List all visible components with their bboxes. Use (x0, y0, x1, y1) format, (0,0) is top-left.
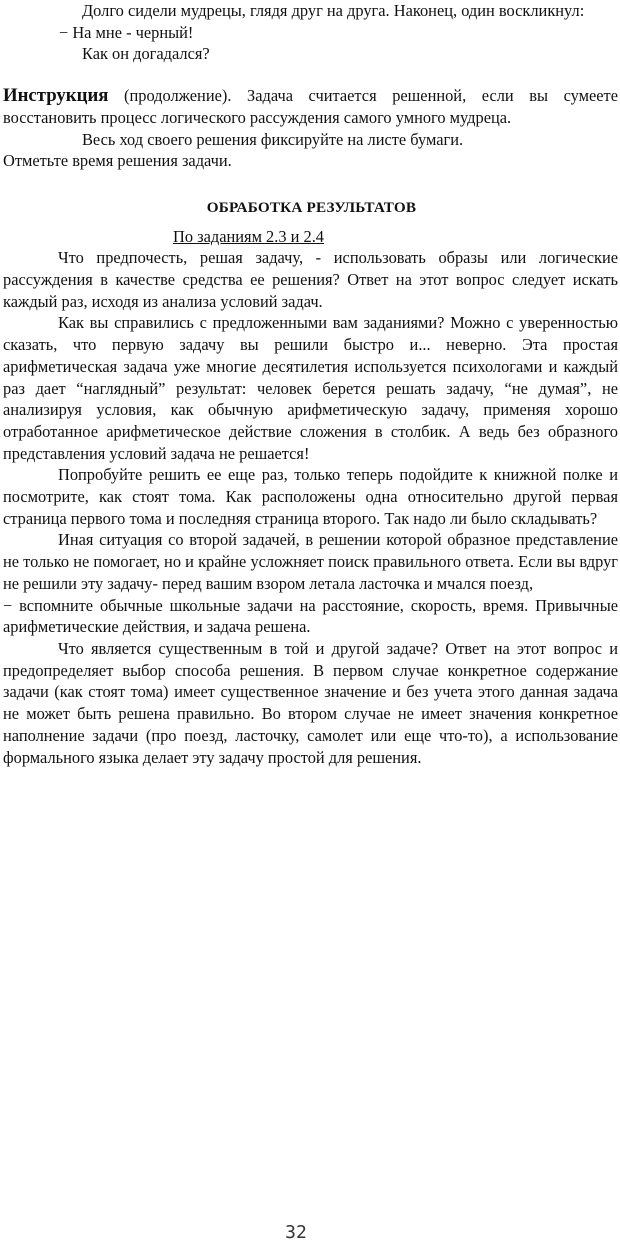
spacer (3, 219, 618, 226)
page-number: 32 (285, 1222, 307, 1243)
spacer (3, 172, 618, 197)
section-subheading: По заданиям 2.3 и 2.4 (173, 226, 324, 246)
instruction-text: (продолжение). Задача считается решенной, если вы сумеете восстановить процесс логического рассуждения самого умного мудреца. (3, 86, 618, 127)
body-paragraph-2: Как вы справились с предложенными вам заданиями? Можно с уверенностью сказать, что первую задачу вы решили быстро и... неверно. Эта простая арифметическая задача уже многие десятилетия используется психологами и каждый раз дает “наглядный” результат: человек берется решать задачу, “не думая”, не анализируя условия, как обычную арифметическую задачу, применяя хорошо отработанное арифметическое действие сложения в столбик. А ведь без образного представления условий задача не решается! (3, 313, 618, 463)
instruction-time: Отметьте время решения задачи. (3, 151, 232, 171)
instruction-paragraph (3, 85, 618, 128)
spacer (3, 65, 618, 85)
body-paragraph-6: Что является существенным в той и другой задаче? Ответ на этот вопрос и предопределяет выбор способа решения. В первом случае конкретное содержание задачи (как стоят тома) имеет существенное значение и без учета этого данная задача не может быть решена правильно. Во втором случае не имеет значения конкретное наполнение задачи (про поезд, ласточку, самолет или еще что-то), а использование формального языка делает эту задачу простой для решения. (3, 638, 618, 767)
story-exclamation: − На мне - черный! (59, 22, 194, 42)
body-paragraph-1: Что предпочесть, решая задачу, - использовать образы или логические рассуждения в качестве средства ее решения? Ответ на этот вопрос следует искать каждый раз, исходя из анализа условий задач. (3, 248, 618, 311)
body-paragraph-4: Иная ситуация со второй задачей, в решении которой образное представление не только не помогает, но и крайне усложняет поиск правильного ответа. Если вы вдруг не решили эту задачу- перед вашим взором летала ласточка и мчался поезд, (3, 530, 618, 593)
body-paragraph-5: − вспомните обычные школьные задачи на расстояние, скорость, время. Привычные арифметические действия, и задача решена. (3, 595, 618, 637)
page-text (3, 0, 618, 768)
instruction-label: Инструкция (3, 85, 109, 107)
story-question: Как он догадался? (82, 44, 210, 64)
section-heading: ОБРАБОТКА РЕЗУЛЬТАТОВ (206, 198, 417, 216)
body-paragraph-3: Попробуйте решить ее еще раз, только теперь подойдите к книжной полке и посмотрите, как стоят тома. Как расположены одна относительно другой первая страница первого тома и последняя страница второго. Так надо ли было складывать? (3, 465, 618, 528)
story-paragraph-1: Долго сидели мудрецы, глядя друг на друга. Наконец, один воскликнул: (82, 1, 585, 20)
instruction-record: Весь ход своего решения фиксируйте на листе бумаги. (82, 129, 464, 149)
